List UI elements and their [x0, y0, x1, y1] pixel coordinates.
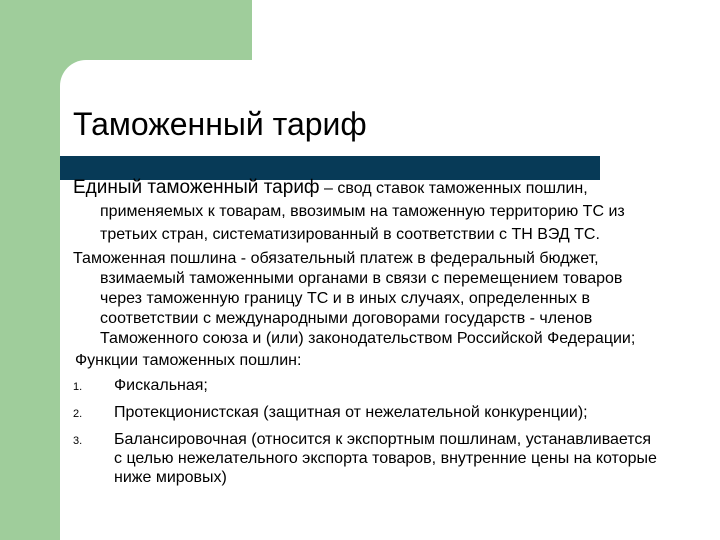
definition-unified-tariff: [73, 176, 663, 246]
term-customs-duty: Таможенная пошлина: [73, 250, 237, 267]
list-item-text: Фискальная;: [114, 377, 208, 394]
list-item-number: 1.: [73, 381, 83, 393]
slide-title: Таможенный тариф: [73, 106, 367, 142]
definition-text-customs-duty: - обязательный платеж в федеральный бюджет, взимаемый таможенными органами в связи с перемещением товаров через таможенную границу ТС и в иных случаях, определенных в соответствии с международными договорами государств - членов Таможенного союза и (или) законодательством Российской Федерации;: [100, 250, 636, 347]
definition-customs-duty: [73, 249, 663, 349]
definition-text-unified-tariff: – свод ставок таможенных пошлин, применяемых к товарам, ввозимым на таможенную территорию ТС из третьих стран, систематизированный в соответствии с ТН ВЭД ТС.: [100, 180, 625, 243]
list-item-text: Протекционистская (защитная от нежелательной конкуренции);: [114, 404, 588, 421]
term-unified-tariff: Единый таможенный тариф: [73, 177, 320, 198]
list-item-number: 3.: [73, 435, 83, 447]
list-item: [73, 376, 663, 395]
list-item: [73, 430, 663, 487]
list-item-text: Балансировочная (относится к экспортным пошлинам, устанавливается с целью нежелательного экспорта товаров, внутренние цены на которые ниже мировых): [114, 431, 657, 486]
list-item-number: 2.: [73, 408, 83, 420]
functions-heading-colon: :: [296, 352, 302, 369]
functions-heading-text: Функции таможенных пошлин: [75, 352, 297, 369]
slide-body: [73, 176, 663, 487]
list-item: [73, 403, 663, 422]
functions-heading: [73, 351, 663, 371]
functions-list: [73, 376, 663, 487]
